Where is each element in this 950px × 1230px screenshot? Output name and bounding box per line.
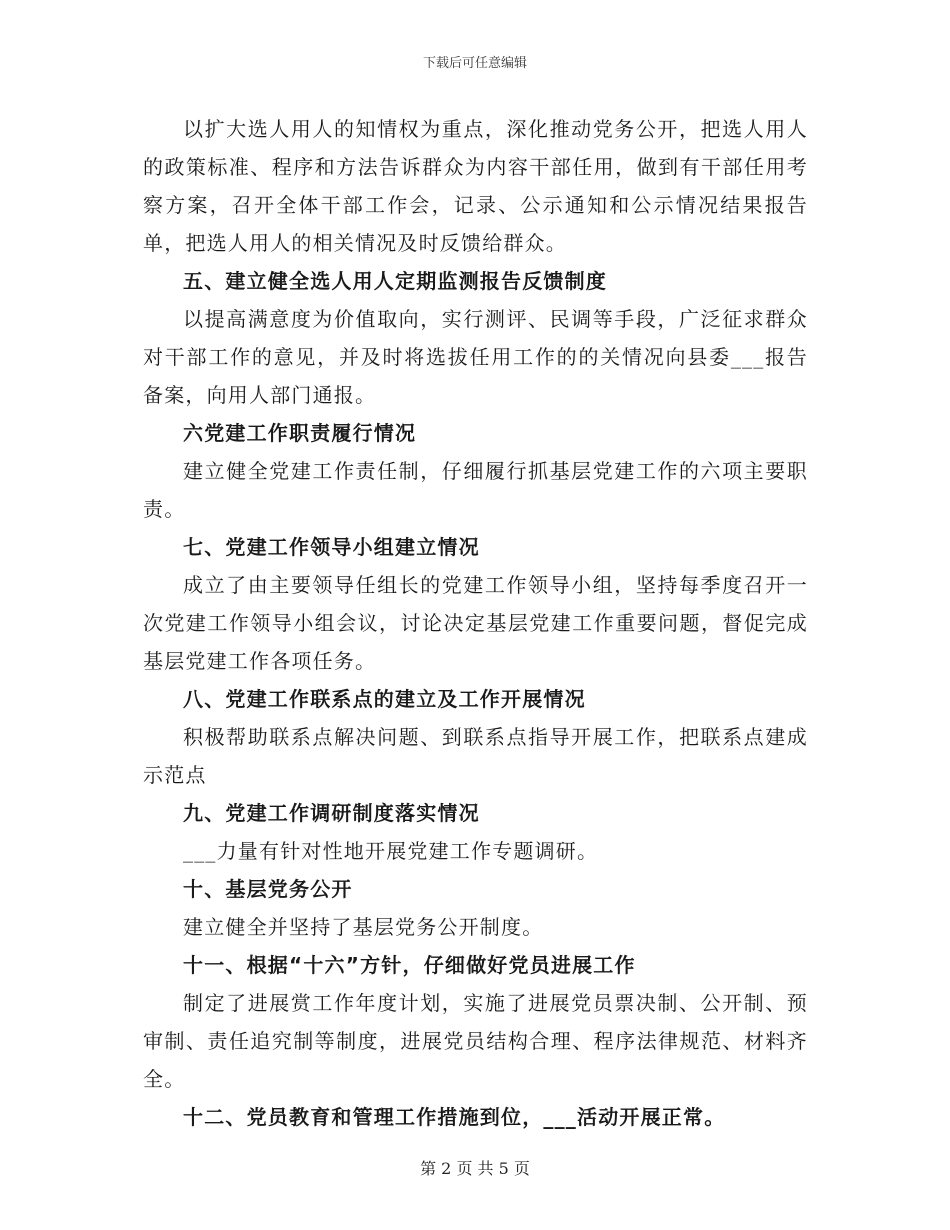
section-heading: 五、建立健全选人用人定期监测报告反馈制度	[183, 269, 607, 293]
section-heading: 十二、党员教育和管理工作措施到位，___活动开展正常。	[183, 1105, 726, 1129]
paragraph: ___力量有针对性地开展党建工作专题调研。	[183, 839, 599, 863]
page-header-note: 下载后可任意编辑	[422, 56, 527, 71]
section-heading: 七、党建工作领导小组建立情况	[183, 535, 480, 559]
section-heading: 十一、根据“十六”方针，仔细做好党员进展工作	[183, 953, 636, 977]
paragraph: 制定了进展赏工作年度计划，实施了进展党员票决制、公开制、预审制、责任追究制等制度，进展党员结构合理、程序法律规范、材料齐全。	[143, 991, 808, 1091]
paragraph: 建立健全并坚持了基层党务公开制度。	[183, 915, 544, 939]
section-heading: 六党建工作职责履行情况	[183, 421, 417, 445]
page-number: 第 2 页 共 5 页	[420, 1159, 530, 1178]
paragraph: 积极帮助联系点解决问题、到联系点指导开展工作，把联系点建成示范点	[143, 725, 808, 787]
section-heading: 九、党建工作调研制度落实情况	[183, 801, 480, 825]
paragraph: 以提高满意度为价值取向，实行测评、民调等手段，广泛征求群众对干部工作的意见，并及时将选拔任用工作的的关情况向县委___报告备案，向用人部门通报。	[143, 307, 808, 407]
paragraph: 成立了由主要领导任组长的党建工作领导小组，坚持每季度召开一次党建工作领导小组会议，讨论决定基层党建工作重要问题，督促完成基层党建工作各项任务。	[143, 573, 808, 673]
section-heading: 八、党建工作联系点的建立及工作开展情况	[183, 687, 586, 711]
paragraph: 建立健全党建工作责任制，仔细履行抓基层党建工作的六项主要职责。	[143, 459, 808, 521]
section-heading: 十、基层党务公开	[183, 877, 353, 901]
paragraph: 以扩大选人用人的知情权为重点，深化推动党务公开，把选人用人的政策标准、程序和方法告诉群众为内容干部任用，做到有干部任用考察方案，召开全体干部工作会，记录、公示通知和公示情况结果报告单，把选人用人的相关情况及时反馈给群众。	[143, 117, 808, 255]
document-body	[143, 110, 808, 1136]
